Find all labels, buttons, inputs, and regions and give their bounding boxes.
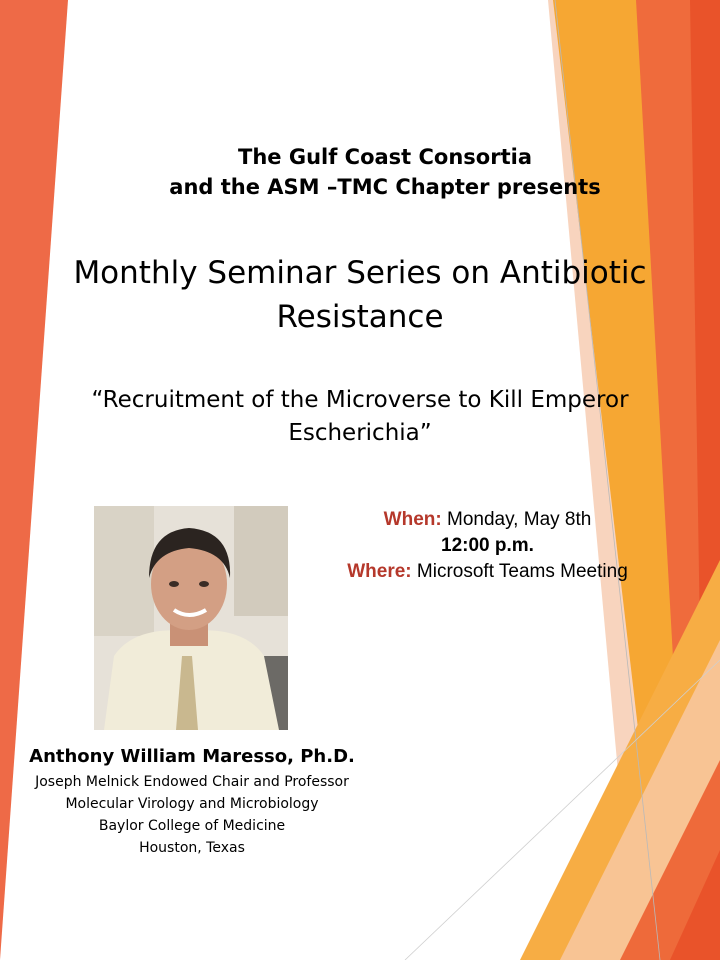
series-title-line-2: Resistance — [276, 299, 444, 335]
where-label: Where: — [347, 561, 412, 582]
series-title — [40, 251, 680, 339]
speaker-affiliation-3: Baylor College of Medicine — [98, 818, 286, 834]
when-value: Monday, May 8th — [441, 509, 592, 530]
event-time: 12:00 p.m. — [441, 535, 534, 556]
where-value: Microsoft Teams Meeting — [411, 561, 628, 582]
presenter-line-2: and the ASM –TMC Chapter presents — [169, 175, 601, 199]
series-title-line-1: Monthly Seminar Series on Antibiotic — [73, 255, 647, 291]
event-details — [300, 507, 675, 585]
speaker-affiliation-2: Molecular Virology and Microbiology — [65, 796, 319, 812]
talk-title-line-2: Escherichia” — [288, 420, 432, 446]
talk-title — [40, 384, 680, 450]
presenter-line-1: The Gulf Coast Consortia — [238, 145, 532, 169]
where-row — [300, 559, 675, 585]
speaker-name: Anthony William Maresso, Ph.D. — [29, 746, 355, 767]
speaker-affiliation-4: Houston, Texas — [139, 840, 245, 856]
talk-title-line-1: “Recruitment of the Microverse to Kill Emperor — [91, 387, 629, 413]
speaker-portrait-illustration — [94, 506, 288, 730]
when-label: When: — [383, 509, 442, 530]
when-row — [300, 507, 675, 533]
speaker-affiliation-1: Joseph Melnick Endowed Chair and Professor — [35, 774, 349, 790]
speaker-photo — [94, 506, 288, 730]
speaker-info — [10, 743, 374, 859]
